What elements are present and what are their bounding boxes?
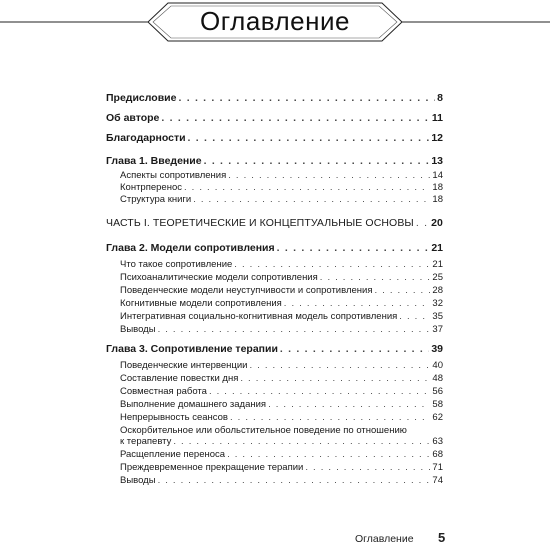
toc-entry-page: 63 bbox=[432, 436, 443, 447]
toc-entry-title: Что такое сопротивление bbox=[120, 259, 233, 270]
toc-subentry[interactable] bbox=[106, 323, 443, 336]
leader-dots bbox=[416, 216, 429, 230]
leader-dots bbox=[280, 342, 429, 356]
leader-dots bbox=[399, 310, 430, 323]
toc-entry-title: Поведенческие модели неуступчивости и сопротивления bbox=[120, 285, 373, 296]
toc-entry-title: Составление повестки дня bbox=[120, 373, 239, 384]
toc-subentry[interactable] bbox=[106, 284, 443, 297]
toc-entry-page: 20 bbox=[431, 217, 443, 229]
toc-entry-page: 8 bbox=[437, 92, 443, 104]
leader-dots bbox=[158, 474, 431, 487]
leader-dots bbox=[374, 284, 430, 297]
toc-entry-page: 14 bbox=[432, 170, 443, 181]
page-title: Оглавление bbox=[200, 6, 350, 36]
toc-entry-title: Предисловие bbox=[106, 92, 177, 104]
toc-entry-title: Глава 2. Модели сопротивления bbox=[106, 242, 275, 254]
toc-subentry[interactable] bbox=[106, 170, 443, 182]
toc-entry-title: Структура книги bbox=[120, 194, 192, 205]
toc-entry-page: 48 bbox=[432, 373, 443, 384]
toc-entry-title: Глава 3. Сопротивление терапии bbox=[106, 343, 278, 355]
toc-entry-title-line2: к терапевту bbox=[120, 436, 172, 447]
leader-dots bbox=[240, 372, 430, 385]
toc-entry-page: 68 bbox=[432, 449, 443, 460]
toc-entry-title: Непрерывность сеансов bbox=[120, 412, 228, 423]
toc-chapter-2[interactable] bbox=[106, 241, 443, 255]
leader-dots bbox=[161, 111, 429, 125]
toc-entry-title: Поведенческие интервенции bbox=[120, 360, 248, 371]
leader-dots bbox=[277, 241, 430, 255]
leader-dots bbox=[204, 154, 430, 168]
toc-subentry[interactable] bbox=[106, 398, 443, 411]
toc-entry-title: Глава 1. Введение bbox=[106, 155, 202, 167]
toc-entry-title: Выводы bbox=[120, 475, 156, 486]
toc-subentry[interactable] bbox=[106, 448, 443, 461]
leader-dots bbox=[234, 258, 430, 271]
footer-section-label: Оглавление bbox=[355, 533, 414, 545]
toc-entry-title: Интегративная социально-когнитивная модель сопротивления bbox=[120, 311, 398, 322]
toc-chapter-1[interactable] bbox=[106, 154, 443, 168]
toc-entry-page: 40 bbox=[432, 360, 443, 371]
toc-subentry[interactable] bbox=[106, 297, 443, 310]
toc-entry-title: Расщепление переноса bbox=[120, 449, 226, 460]
toc-entry-page: 28 bbox=[432, 285, 443, 296]
leader-dots bbox=[249, 359, 430, 372]
toc-subentry[interactable] bbox=[106, 385, 443, 398]
toc-entry-page: 32 bbox=[432, 298, 443, 309]
toc-entry-page: 25 bbox=[432, 272, 443, 283]
toc-entry-title: Преждевременное прекращение терапии bbox=[120, 462, 304, 473]
toc-entry-page: 58 bbox=[432, 399, 443, 410]
toc-entry-page: 74 bbox=[432, 475, 443, 486]
toc-part-1[interactable] bbox=[106, 216, 443, 230]
toc-entry-page: 18 bbox=[432, 182, 443, 193]
toc-entry-page: 62 bbox=[432, 412, 443, 423]
leader-dots bbox=[227, 448, 430, 461]
leader-dots bbox=[188, 131, 430, 145]
toc-entry-title: Об авторе bbox=[106, 112, 160, 124]
toc-entry-title: Контрперенос bbox=[120, 182, 182, 193]
leader-dots bbox=[284, 297, 431, 310]
leader-dots bbox=[228, 170, 430, 182]
toc-entry-page: 37 bbox=[432, 324, 443, 335]
toc-subentry[interactable] bbox=[106, 474, 443, 487]
toc-subentry[interactable] bbox=[106, 194, 443, 206]
toc-subentry[interactable] bbox=[106, 258, 443, 271]
toc-subentry[interactable] bbox=[106, 359, 443, 372]
toc-entry-title: Совместная работа bbox=[120, 386, 207, 397]
leader-dots bbox=[209, 385, 430, 398]
toc-entry-page: 12 bbox=[431, 132, 443, 144]
toc-entry-page: 56 bbox=[432, 386, 443, 397]
toc-chapter-3[interactable] bbox=[106, 342, 443, 356]
toc-subentry[interactable] bbox=[106, 271, 443, 284]
table-of-contents bbox=[106, 91, 443, 487]
toc-entry-title-line1: Оскорбительное или обольстительное поведение по отношению bbox=[120, 425, 407, 436]
toc-subentry[interactable] bbox=[106, 310, 443, 323]
toc-entry-page: 39 bbox=[431, 343, 443, 355]
leader-dots bbox=[193, 194, 430, 206]
toc-entry-page: 21 bbox=[432, 259, 443, 270]
leader-dots bbox=[320, 271, 431, 284]
toc-entry-title: Когнитивные модели сопротивления bbox=[120, 298, 282, 309]
leader-dots bbox=[173, 436, 430, 447]
toc-entry-page: 11 bbox=[431, 112, 443, 124]
toc-entry-title: Выводы bbox=[120, 324, 156, 335]
leader-dots bbox=[184, 182, 430, 194]
toc-entry-title: Психоаналитические модели сопротивления bbox=[120, 272, 318, 283]
toc-subentry[interactable] bbox=[106, 411, 443, 424]
toc-subentry[interactable] bbox=[106, 372, 443, 385]
toc-entry-about-author[interactable] bbox=[106, 111, 443, 125]
toc-entry-title: ЧАСТЬ I. ТЕОРЕТИЧЕСКИЕ И КОНЦЕПТУАЛЬНЫЕ ОСНОВЫ bbox=[106, 217, 414, 229]
toc-entry-title: Благодарности bbox=[106, 132, 186, 144]
toc-entry-page: 18 bbox=[432, 194, 443, 205]
leader-dots bbox=[158, 323, 431, 336]
toc-entry-page: 13 bbox=[431, 155, 443, 167]
leader-dots bbox=[268, 398, 430, 411]
toc-entry-preface[interactable] bbox=[106, 91, 443, 105]
leader-dots bbox=[230, 411, 430, 424]
toc-entry-acknowledgements[interactable] bbox=[106, 131, 443, 145]
toc-entry-page: 35 bbox=[432, 311, 443, 322]
toc-entry-title: Выполнение домашнего задания bbox=[120, 399, 267, 410]
toc-entry-page: 21 bbox=[431, 242, 443, 254]
toc-subentry[interactable] bbox=[106, 182, 443, 194]
page-number: 5 bbox=[438, 530, 446, 545]
toc-entry-title: Аспекты сопротивления bbox=[120, 170, 227, 181]
toc-subentry[interactable] bbox=[106, 461, 443, 474]
toc-entry-page: 71 bbox=[432, 462, 443, 473]
leader-dots bbox=[178, 91, 435, 105]
toc-subentry-multiline[interactable] bbox=[106, 425, 443, 447]
leader-dots bbox=[305, 461, 430, 474]
